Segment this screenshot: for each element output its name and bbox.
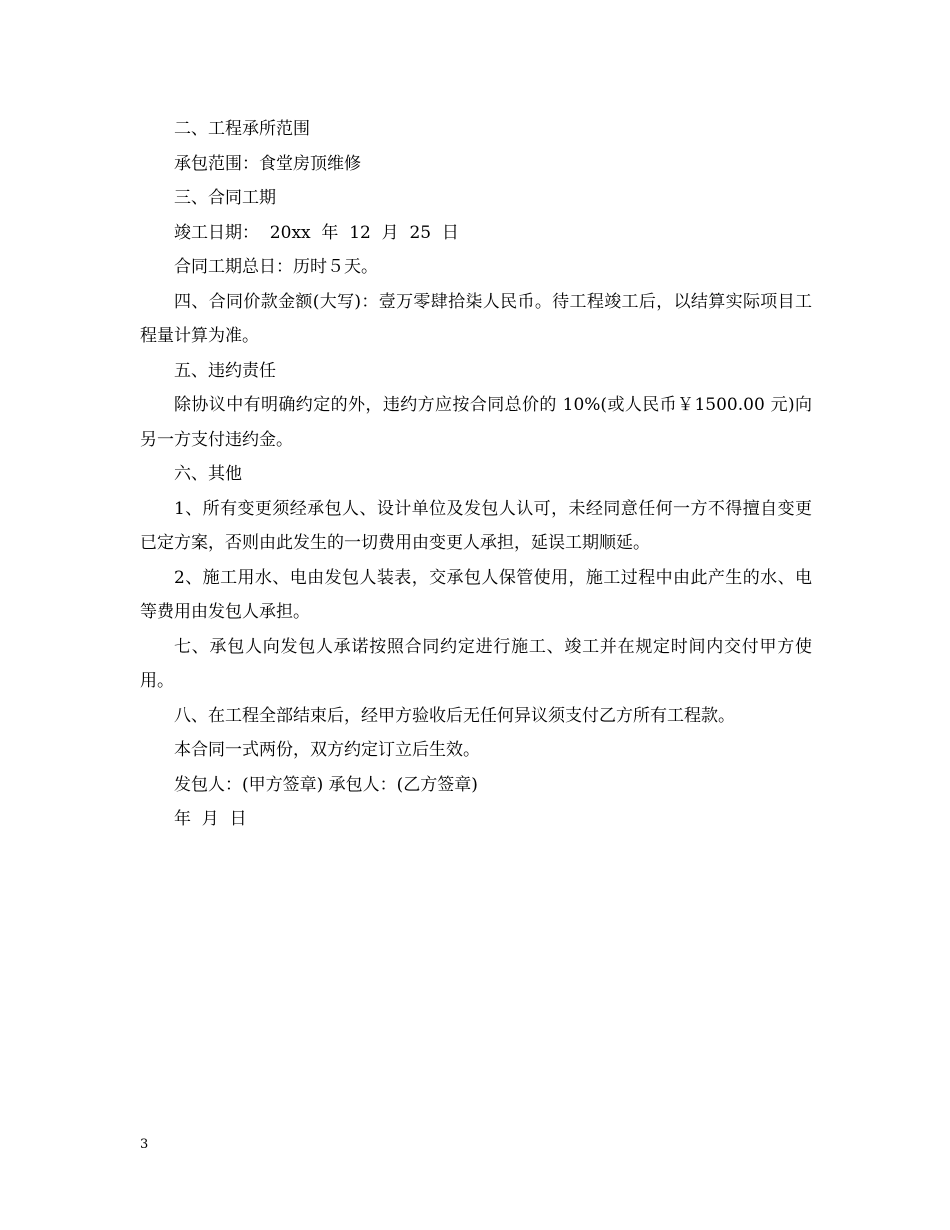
contract-body	[140, 112, 812, 837]
paragraph-signatures: 发包人：(甲方签章) 承包人：(乙方签章)	[174, 774, 478, 795]
paragraph-other-2: 2、施工用水、电由发包人装表，交承包人保管使用，施工过程中由此产生的水、电等费用由发包人承担。	[140, 567, 812, 622]
paragraph-scope: 承包范围：食堂房顶维修	[174, 153, 361, 174]
paragraph-other-1: 1、所有变更须经承包人、设计单位及发包人认可，未经同意任何一方不得擅自变更已定方案，否则由此发生的一切费用由变更人承担，延误工期顺延。	[140, 498, 812, 553]
page-number: 3	[140, 1137, 149, 1152]
paragraph-section-eight: 八、在工程全部结束后，经甲方验收后无任何异议须支付乙方所有工程款。	[174, 705, 735, 726]
paragraph-copies: 本合同一式两份，双方约定订立后生效。	[174, 740, 480, 760]
paragraph-date-line: 年 月 日	[174, 809, 247, 829]
paragraph-contract-price: 四、合同价款金额(大写)：壹万零肆拾柒人民币。待工程竣工后，以结算实际项目工程量计算为准。	[140, 291, 812, 346]
section-heading-period: 三、合同工期	[174, 188, 276, 208]
paragraph-liability: 除协议中有明确约定的外，违约方应按合同总价的 10%(或人民币￥1500.00 元)向另一方支付违约金。	[140, 395, 812, 450]
paragraph-section-seven: 七、承包人向发包人承诺按照合同约定进行施工、竣工并在规定时间内交付甲方使用。	[140, 636, 812, 691]
section-heading-other: 六、其他	[174, 464, 242, 484]
section-heading-scope: 二、工程承所范围	[174, 119, 310, 139]
paragraph-total-days: 合同工期总日：历时５天。	[174, 257, 378, 277]
paragraph-completion-date: 竣工日期： 20xx 年 12 月 25 日	[174, 222, 459, 243]
section-heading-liability: 五、违约责任	[174, 360, 276, 381]
